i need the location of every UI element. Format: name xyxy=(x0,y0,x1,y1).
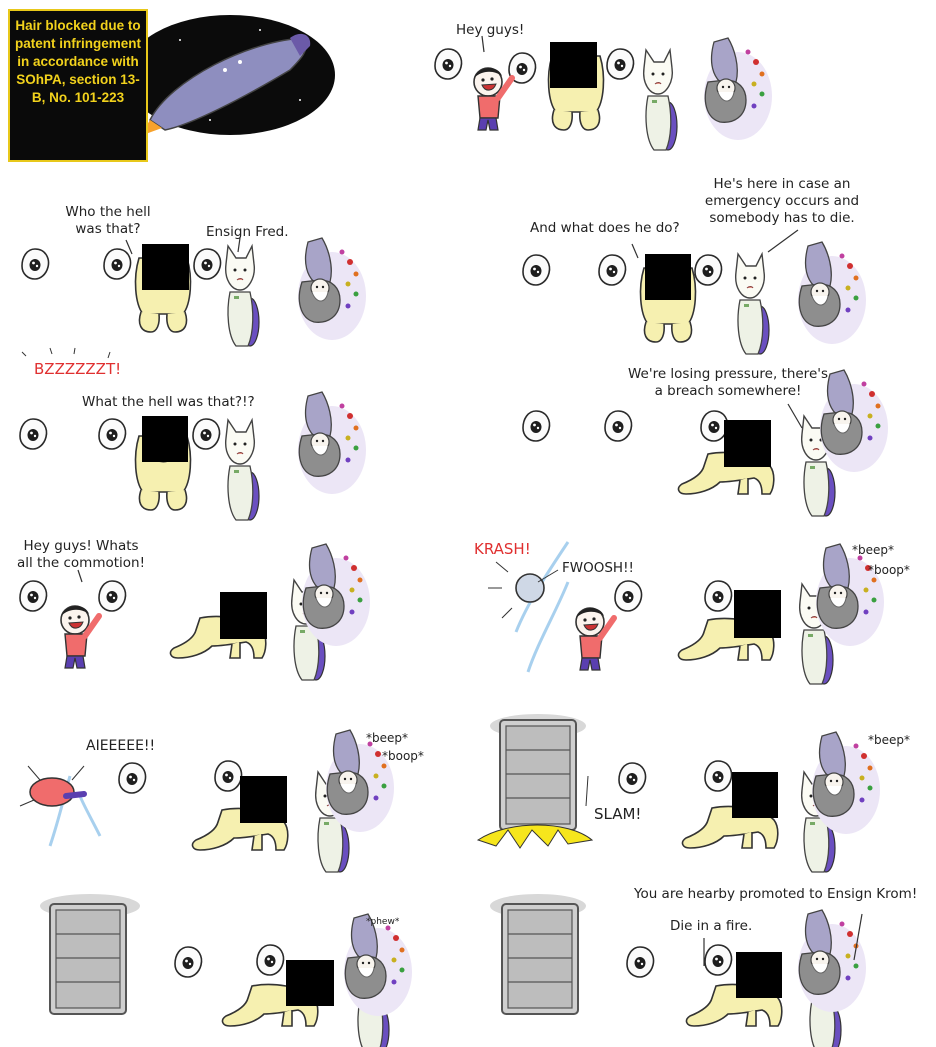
sound-boop: *boop* xyxy=(868,563,910,577)
panel-6-losing-pressure xyxy=(468,348,936,522)
sound-phew: *phew* xyxy=(366,917,400,927)
censor-block xyxy=(645,254,691,300)
sfx-slam: SLAM! xyxy=(594,805,642,823)
panel-9-aieeeee xyxy=(0,696,468,870)
speech-who-the-hell: Who the hell was that? xyxy=(65,204,151,237)
sound-beep: *beep* xyxy=(868,733,910,747)
sfx-fwoosh: FWOOSH!! xyxy=(562,560,634,576)
sound-beep: *beep* xyxy=(852,543,894,557)
panel-8-krash xyxy=(468,522,936,696)
boy-figure xyxy=(474,68,512,130)
censor-block xyxy=(724,420,771,467)
sfx-krash: KRASH! xyxy=(474,540,531,558)
censor-block xyxy=(732,772,778,818)
censor-block xyxy=(220,592,267,639)
sfx-aieeeee: AIEEEEE!! xyxy=(86,738,156,754)
speech-whats-the-commotion: Hey guys! Whats all the commotion! xyxy=(16,538,146,571)
panel-3-who-was-that xyxy=(0,174,468,348)
censor-block xyxy=(734,590,781,638)
panel-5-bzzzt xyxy=(0,348,468,522)
speech-hey-guys: Hey guys! xyxy=(456,22,525,38)
speech-losing-pressure: We're losing pressure, there's a breach somewhere! xyxy=(628,366,828,399)
sound-beep: *beep* xyxy=(366,731,408,745)
panel-2-hey-guys xyxy=(456,0,936,174)
censor-block xyxy=(240,776,287,823)
speech-what-does-he-do: And what does he do? xyxy=(530,220,680,236)
panel-12-promotion xyxy=(468,870,936,1044)
speech-promoted: You are hearby promoted to Ensign Krom! xyxy=(634,886,918,902)
censor-block xyxy=(550,42,597,88)
censor-block xyxy=(142,244,189,290)
panel-4-what-does-he-do xyxy=(468,174,936,348)
floating-crew-icon xyxy=(435,49,461,79)
censor-block xyxy=(286,960,334,1006)
sound-boop: *boop* xyxy=(382,749,424,763)
closed-door xyxy=(500,720,576,830)
speech-what-was-that: What the hell was that?!? xyxy=(82,394,255,410)
sfx-bzzzzzzt: BZZZZZZT! xyxy=(34,360,122,378)
panel-11-phew xyxy=(0,870,468,1044)
speech-emergency: He's here in case an emergency occurs and somebody has to die. xyxy=(704,176,860,226)
panel-1-rocket xyxy=(0,0,468,174)
censorship-notice: Hair blocked due to patent infringement in accordance with SOhPA, section 13-B, No. 101-223 xyxy=(8,9,148,162)
speech-ensign-fred: Ensign Fred. xyxy=(206,224,289,240)
censor-block xyxy=(736,952,782,998)
censor-block xyxy=(142,416,188,462)
panel-10-slam xyxy=(468,696,936,870)
speech-die-in-a-fire: Die in a fire. xyxy=(670,918,753,934)
panel-7-whats-the-commotion xyxy=(0,522,468,696)
panel-2-scene xyxy=(468,0,936,174)
